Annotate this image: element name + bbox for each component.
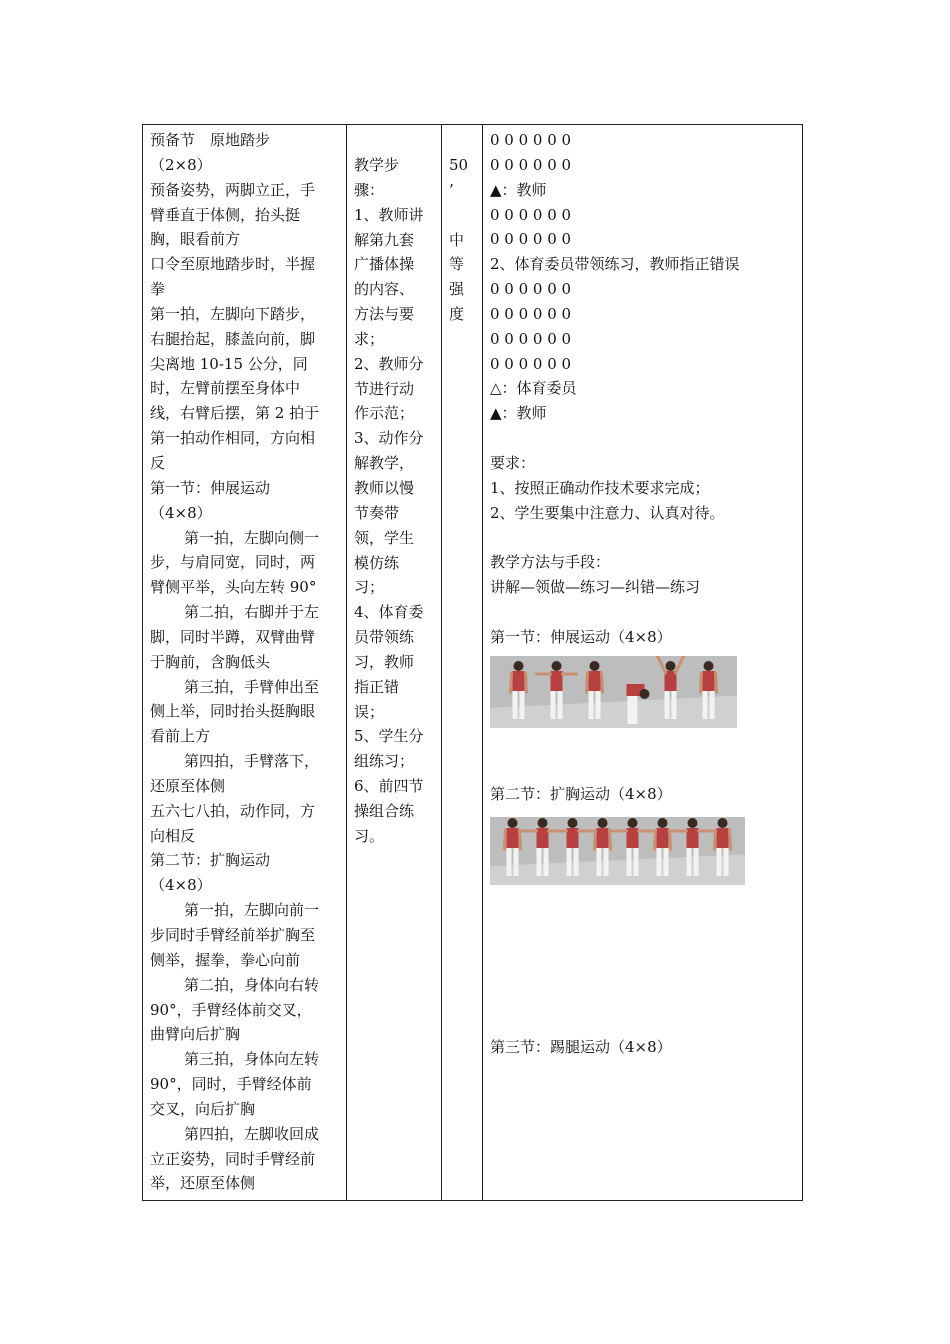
step-line: 习，教师	[354, 652, 415, 671]
step-line: 骤：	[354, 180, 385, 199]
content-line: 预备姿势，两脚立正，手	[150, 180, 316, 199]
intensity-char: 强	[449, 280, 465, 299]
content-line: 交叉，向后扩胸	[150, 1099, 256, 1118]
content-line: 第二拍，右脚并于左	[184, 603, 320, 622]
step-line: 1、教师讲	[354, 205, 424, 224]
section1-heading: 第一节：伸展运动（4×8）	[490, 627, 672, 646]
step-line: 3、动作分	[354, 429, 424, 448]
content-line: 第二拍，身体向右转	[184, 975, 320, 994]
content-line: 第四拍，左脚收回成	[184, 1124, 320, 1143]
content-line: 于胸前，含胸低头	[150, 652, 271, 671]
content-line: 第一节：伸展运动	[150, 478, 271, 497]
content-line: 臂侧平举，头向左转 90°	[150, 578, 317, 597]
step-line: 习；	[354, 578, 385, 597]
section2-heading: 第二节：扩胸运动（4×8）	[490, 784, 672, 803]
step-line: 习。	[354, 826, 385, 845]
content-line: 立正姿势，同时手臂经前	[150, 1149, 316, 1168]
method-title: 教学方法与手段：	[490, 553, 611, 572]
section3-heading: 第三节：踢腿运动（4×8）	[490, 1037, 672, 1056]
content-line: 步，与肩同宽，同时，两	[150, 553, 316, 572]
formation-row: 0 0 0 0 0 0	[490, 354, 572, 373]
step-line: 6、前四节	[354, 777, 424, 796]
content-line: （4×8）	[150, 876, 212, 895]
step-line: 求；	[354, 329, 385, 348]
formation-row: 0 0 0 0 0 0	[490, 230, 572, 249]
content-line: 第一拍，左脚向前一	[184, 901, 320, 920]
method-text: 讲解—领做—练习—纠错—练习	[490, 578, 701, 597]
step-line: 指正错	[354, 677, 400, 696]
step-line: 员带领练	[354, 628, 415, 647]
time-unit-mark: ’	[449, 180, 454, 199]
content-line: 五六七八拍，动作同，方	[150, 801, 316, 820]
content-line: 脚，同时半蹲，双臂曲臂	[150, 627, 316, 646]
requirements-title: 要求：	[490, 453, 536, 472]
lesson-plan-table	[142, 124, 803, 1201]
time-intensity-cell	[442, 125, 483, 1201]
teacher-legend: ▲：教师	[490, 404, 547, 423]
step-line: 节进行动	[354, 379, 415, 398]
content-line: 侧举，握拳，拳心向前	[150, 950, 301, 969]
step2-text: 2、体育委员带领练习，教师指正错误	[490, 255, 740, 274]
content-line: 尖离地 10-15 公分，同	[150, 354, 308, 373]
exercise-content-cell	[143, 125, 347, 1201]
step-line: 操组合练	[354, 801, 415, 820]
content-line: 曲臂向后扩胸	[150, 1025, 241, 1044]
step-line: 领，学生	[354, 528, 415, 547]
intensity-char: 度	[449, 305, 465, 324]
chest-expansion-photo	[490, 817, 796, 885]
requirement-item: 1、按照正确动作技术要求完成；	[490, 478, 710, 497]
content-line: 右腿抬起，膝盖向前，脚	[150, 329, 316, 348]
formation-row: 0 0 0 0 0 0	[490, 205, 572, 224]
content-line: 看前上方	[150, 727, 211, 746]
content-line: （4×8）	[150, 503, 212, 522]
content-line: 线，右臂后摆，第 2 拍于	[150, 404, 320, 423]
step-line: 4、体育委	[354, 603, 424, 622]
time-value: 50	[449, 156, 469, 174]
step-line: 节奏带	[354, 503, 400, 522]
formation-row: 0 0 0 0 0 0	[490, 155, 572, 174]
organization-cell	[483, 125, 803, 1201]
content-line: 步同时手臂经前举扩胸至	[150, 926, 316, 944]
stretch-exercise-photo	[490, 656, 796, 728]
content-line: （2×8）	[150, 155, 212, 174]
teaching-steps-cell	[347, 125, 442, 1201]
step-line: 方法与要	[354, 305, 415, 324]
step-line: 解第九套	[354, 230, 415, 249]
step-line: 解教学，	[354, 454, 415, 473]
content-line: 第一拍，左脚向下踏步，	[150, 304, 316, 323]
content-line: 举，还原至体侧	[150, 1174, 256, 1193]
content-line: 胸，眼看前方	[150, 230, 241, 249]
formation-row: 0 0 0 0 0 0	[490, 329, 572, 348]
committee-legend: △：体育委员	[490, 379, 577, 398]
step-line: 组练习；	[354, 752, 415, 771]
requirement-item: 2、学生要集中注意力、认真对待。	[490, 503, 725, 522]
step-line: 作示范；	[354, 404, 415, 423]
content-line: 还原至体侧	[150, 776, 226, 795]
content-line: 第一拍动作相同，方向相	[150, 429, 316, 448]
content-line: 臂垂直于体侧，抬头挺	[150, 205, 301, 224]
content-line: 90°，同时，手臂经体前	[150, 1075, 312, 1094]
content-line: 口令至原地踏步时，半握	[150, 255, 316, 274]
step-line: 广播体操	[354, 255, 415, 274]
content-line: 第四拍，手臂落下，	[184, 752, 320, 771]
content-line: 第三拍，身体向左转	[184, 1050, 320, 1069]
content-line: 时，左臂前摆至身体中	[150, 379, 301, 398]
step-line: 误；	[354, 702, 385, 721]
step-line: 教师以慢	[354, 478, 415, 497]
content-line: 90°，手臂经体前交叉，	[150, 1000, 312, 1019]
step-line: 教学步	[354, 156, 400, 174]
content-line: 第二节：扩胸运动	[150, 851, 271, 870]
step-line: 的内容、	[354, 280, 415, 299]
intensity-char: 中	[449, 230, 465, 249]
content-line: 拳	[150, 280, 166, 299]
content-line: 向相反	[150, 826, 196, 845]
step-line: 模仿练	[354, 553, 400, 572]
step-line: 5、学生分	[354, 727, 424, 746]
content-line: 侧上举，同时抬头挺胸眼	[150, 702, 316, 721]
content-line: 反	[150, 453, 166, 472]
content-line: 预备节 原地踏步	[150, 131, 271, 149]
teacher-legend: ▲：教师	[490, 180, 547, 199]
formation-row: 0 0 0 0 0 0	[490, 304, 572, 323]
content-line: 第一拍，左脚向侧一	[184, 528, 320, 547]
table-row	[143, 125, 803, 1201]
content-line: 第三拍，手臂伸出至	[184, 677, 320, 696]
step-line: 2、教师分	[354, 354, 424, 373]
formation-row: 0 0 0 0 0 0	[490, 280, 572, 299]
formation-row: 0 0 0 0 0 0	[490, 131, 572, 149]
intensity-char: 等	[449, 255, 465, 274]
